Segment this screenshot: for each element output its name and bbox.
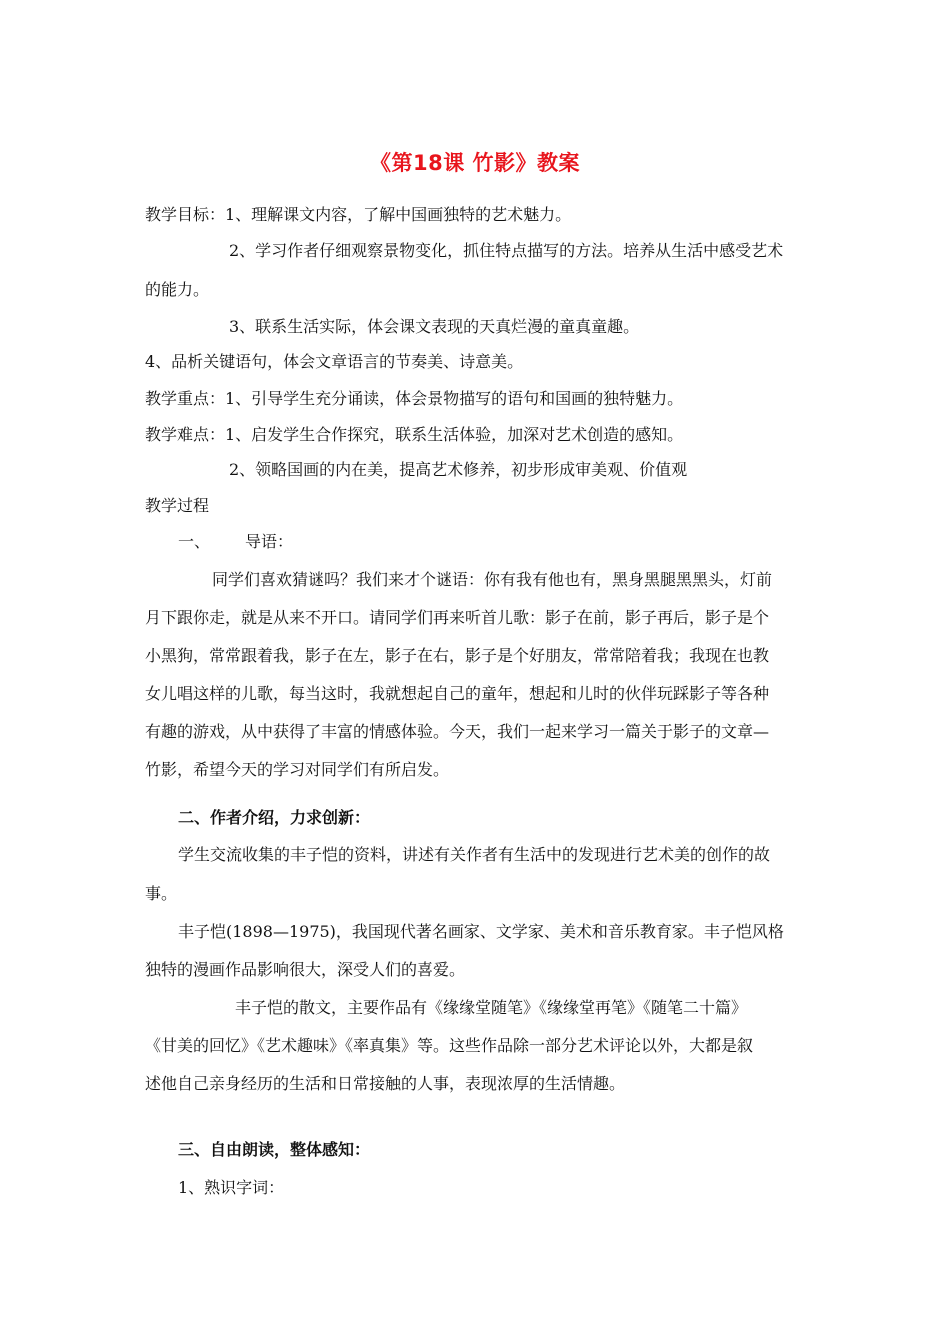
section-3-item-1: 1、熟识字词： (178, 1178, 285, 1197)
intro-paragraph-line-6: 竹影，希望今天的学习对同学们有所启发。 (145, 760, 450, 779)
author-activity-line-1: 学生交流收集的丰子恺的资料，讲述有关作者有生活中的发现进行艺术美的创作的故 (178, 845, 771, 864)
teaching-process-heading: 教学过程 (145, 496, 210, 515)
intro-paragraph-line-1: 同学们喜欢猜谜吗？我们来才个谜语：你有我有他也有，黑身黑腿黑黑头，灯前 (212, 570, 773, 589)
author-works-line-2: 《甘美的回忆》《艺术趣味》《率真集》等。这些作品除一部分艺术评论以外，大都是叙 (145, 1036, 754, 1055)
section-1-number: 一、 (178, 532, 211, 551)
teaching-goals-line-2: 2、学习作者仔细观察景物变化，抓住特点描写的方法。培养从生活中感受艺术 (229, 241, 784, 260)
intro-paragraph-line-4: 女儿唱这样的儿歌，每当这时，我就想起自己的童年，想起和儿时的伙伴玩踩影子等各种 (145, 684, 770, 703)
teaching-difficulty-line-1: 教学难点：1、启发学生合作探究，联系生活体验，加深对艺术创造的感知。 (145, 425, 684, 444)
teaching-goals-line-4: 4、品析关键语句，体会文章语言的节奏美、诗意美。 (145, 352, 524, 371)
author-works-line-1: 丰子恺的散文，主要作品有《缘缘堂随笔》《缘缘堂再笔》《随笔二十篇》 (235, 998, 748, 1017)
author-bio-line-2: 独特的漫画作品影响很大，深受人们的喜爱。 (145, 960, 466, 979)
author-bio-line-1: 丰子恺(1898—1975)，我国现代著名画家、文学家、美术和音乐教育家。丰子恺风格 (178, 922, 784, 941)
section-1-heading: 导语： (245, 532, 294, 551)
teaching-difficulty-line-2: 2、领略国画的内在美，提高艺术修养，初步形成审美观、价值观 (229, 460, 688, 479)
teaching-goals-line-2-cont: 的能力。 (145, 280, 210, 299)
author-activity-line-2: 事。 (145, 884, 178, 903)
section-3-heading: 三、自由朗读，整体感知： (178, 1140, 371, 1159)
intro-paragraph-line-5: 有趣的游戏，从中获得了丰富的情感体验。今天，我们一起来学习一篇关于影子的文章— (145, 722, 770, 741)
document-title: 《第18课 竹影》教案 (369, 151, 581, 175)
author-works-line-3: 述他自己亲身经历的生活和日常接触的人事，表现浓厚的生活情趣。 (145, 1074, 626, 1093)
intro-paragraph-line-3: 小黑狗，常常跟着我，影子在左，影子在右，影子是个好朋友，常常陪着我；我现在也教 (145, 646, 770, 665)
teaching-goals-line-3: 3、联系生活实际，体会课文表现的天真烂漫的童真童趣。 (229, 317, 640, 336)
intro-paragraph-line-2: 月下跟你走，就是从来不开口。请同学们再来听首儿歌：影子在前，影子再后，影子是个 (145, 608, 770, 627)
teaching-goals-line-1: 教学目标：1、理解课文内容，了解中国画独特的艺术魅力。 (145, 205, 572, 224)
teaching-focus-line: 教学重点：1、引导学生充分诵读，体会景物描写的语句和国画的独特魅力。 (145, 389, 684, 408)
section-2-heading: 二、作者介绍，力求创新： (178, 808, 371, 827)
